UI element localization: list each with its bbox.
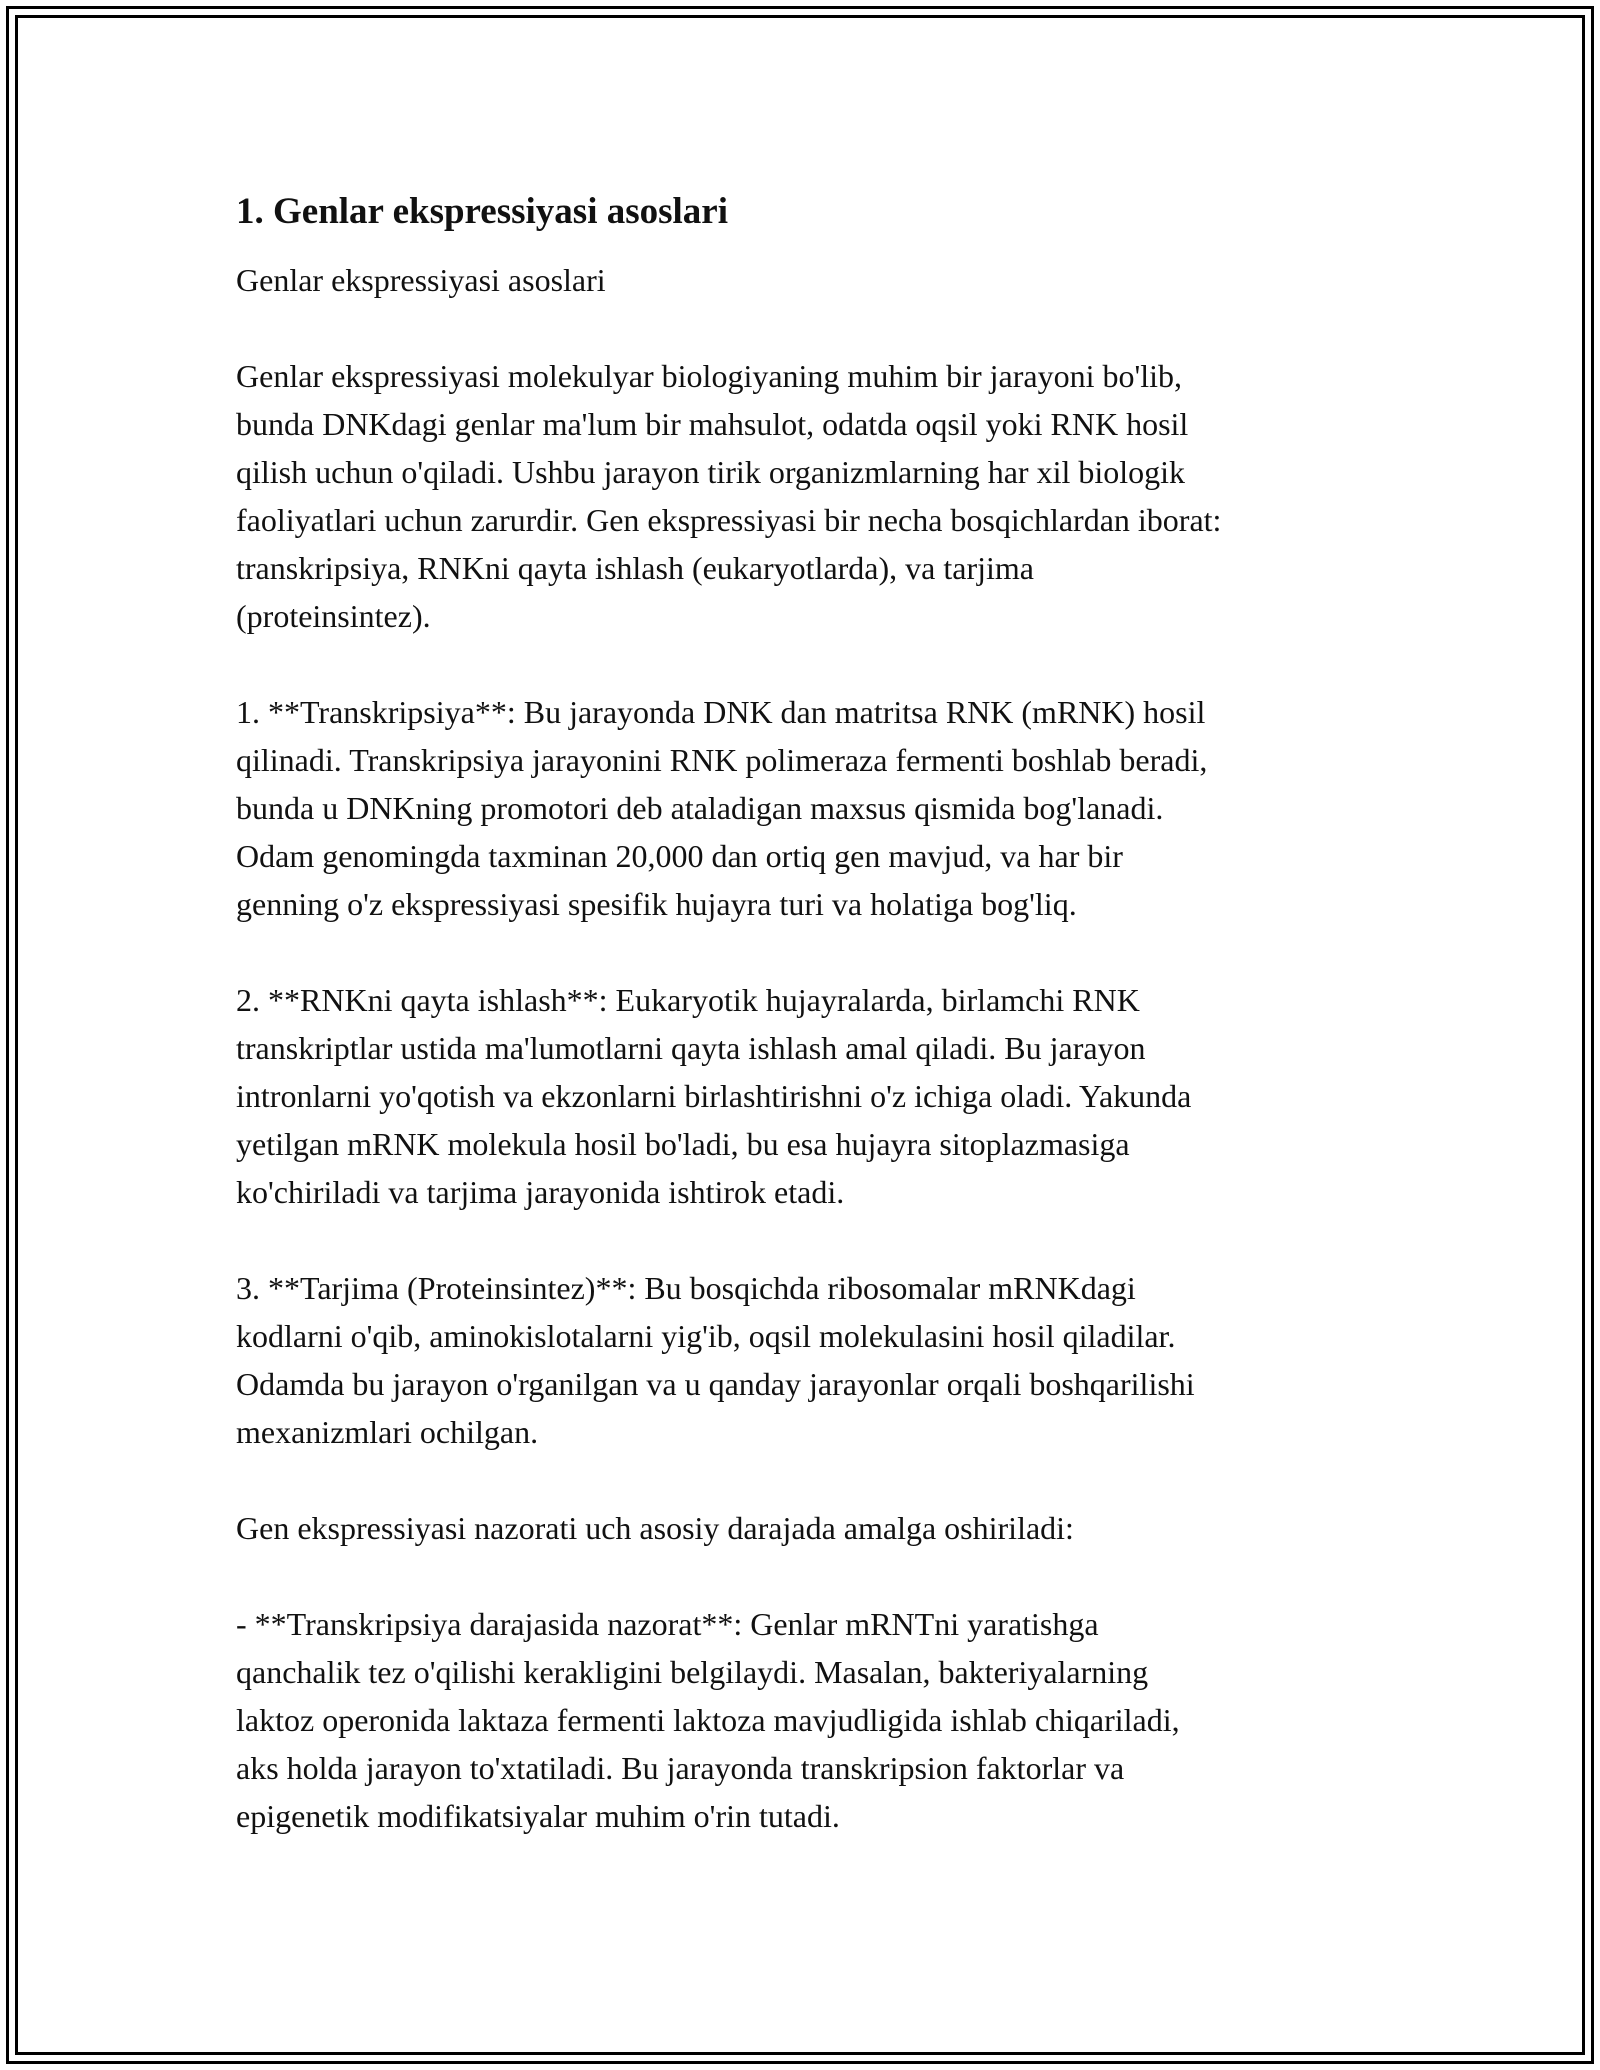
- document-title: 1. Genlar ekspressiyasi asoslari: [236, 191, 729, 232]
- paragraph-line: epigenetik modifikatsiyalar muhim o'rin tutadi.: [236, 1798, 840, 1834]
- paragraph-line: Genlar ekspressiyasi asoslari: [236, 262, 606, 298]
- paragraph-line: bunda u DNKning promotori deb ataladigan maxsus qismida bog'lanadi.: [236, 790, 1164, 826]
- paragraph: [236, 352, 1396, 640]
- paragraph: [236, 1600, 1396, 1840]
- paragraph-line: transkriptlar ustida ma'lumotlarni qayta ishlash amal qiladi. Bu jarayon: [236, 1030, 1146, 1066]
- paragraph-line: faoliyatlari uchun zarurdir. Gen ekspressiyasi bir necha bosqichlardan iborat:: [236, 502, 1222, 538]
- document-body: [236, 188, 1396, 1888]
- paragraph-line: Genlar ekspressiyasi molekulyar biologiyaning muhim bir jarayoni bo'lib,: [236, 358, 1183, 394]
- paragraph-line: aks holda jarayon to'xtatiladi. Bu jarayonda transkripsion faktorlar va: [236, 1750, 1125, 1786]
- paragraph-line: genning o'z ekspressiyasi spesifik hujayra turi va holatiga bog'liq.: [236, 886, 1077, 922]
- paragraph-line: yetilgan mRNK molekula hosil bo'ladi, bu esa hujayra sitoplazmasiga: [236, 1126, 1130, 1162]
- paragraph: [236, 688, 1396, 928]
- paragraph: [236, 1504, 1396, 1552]
- paragraph-line: 3. **Tarjima (Proteinsintez)**: Bu bosqichda ribosomalar mRNKdagi: [236, 1270, 1136, 1306]
- paragraph: [236, 1264, 1396, 1456]
- paragraph-line: - **Transkripsiya darajasida nazorat**: Genlar mRNTni yaratishga: [236, 1606, 1099, 1642]
- paragraph: [236, 256, 1396, 304]
- paragraph-line: qanchalik tez o'qilishi kerakligini belgilaydi. Masalan, bakteriyalarning: [236, 1654, 1149, 1690]
- paragraph-line: ko'chiriladi va tarjima jarayonida ishtirok etadi.: [236, 1174, 845, 1210]
- paragraph-line: 2. **RNKni qayta ishlash**: Eukaryotik hujayralarda, birlamchi RNK: [236, 982, 1140, 1018]
- paragraph-line: kodlarni o'qib, aminokislotalarni yig'ib, oqsil molekulasini hosil qiladilar.: [236, 1318, 1176, 1354]
- paragraph-line: qilinadi. Transkripsiya jarayonini RNK polimeraza fermenti boshlab beradi,: [236, 742, 1208, 778]
- paragraph-line: mexanizmlari ochilgan.: [236, 1414, 539, 1450]
- paragraph-line: qilish uchun o'qiladi. Ushbu jarayon tirik organizmlarning har xil biologik: [236, 454, 1186, 490]
- paragraph-line: laktoz operonida laktaza fermenti laktoza mavjudligida ishlab chiqariladi,: [236, 1702, 1180, 1738]
- paragraph-line: Odamda bu jarayon o'rganilgan va u qanday jarayonlar orqali boshqarilishi: [236, 1366, 1195, 1402]
- paragraph-list: [236, 256, 1396, 1840]
- paragraph-line: Gen ekspressiyasi nazorati uch asosiy darajada amalga oshiriladi:: [236, 1510, 1074, 1546]
- paragraph: [236, 976, 1396, 1216]
- paragraph-line: intronlarni yo'qotish va ekzonlarni birlashtirishni o'z ichiga oladi. Yakunda: [236, 1078, 1192, 1114]
- paragraph-line: bunda DNKdagi genlar ma'lum bir mahsulot, odatda oqsil yoki RNK hosil: [236, 406, 1189, 442]
- paragraph-line: transkripsiya, RNKni qayta ishlash (eukaryotlarda), va tarjima: [236, 550, 1034, 586]
- paragraph-line: 1. **Transkripsiya**: Bu jarayonda DNK dan matritsa RNK (mRNK) hosil: [236, 694, 1206, 730]
- paragraph-line: (proteinsintez).: [236, 598, 431, 634]
- paragraph-line: Odam genomingda taxminan 20,000 dan ortiq gen mavjud, va har bir: [236, 838, 1123, 874]
